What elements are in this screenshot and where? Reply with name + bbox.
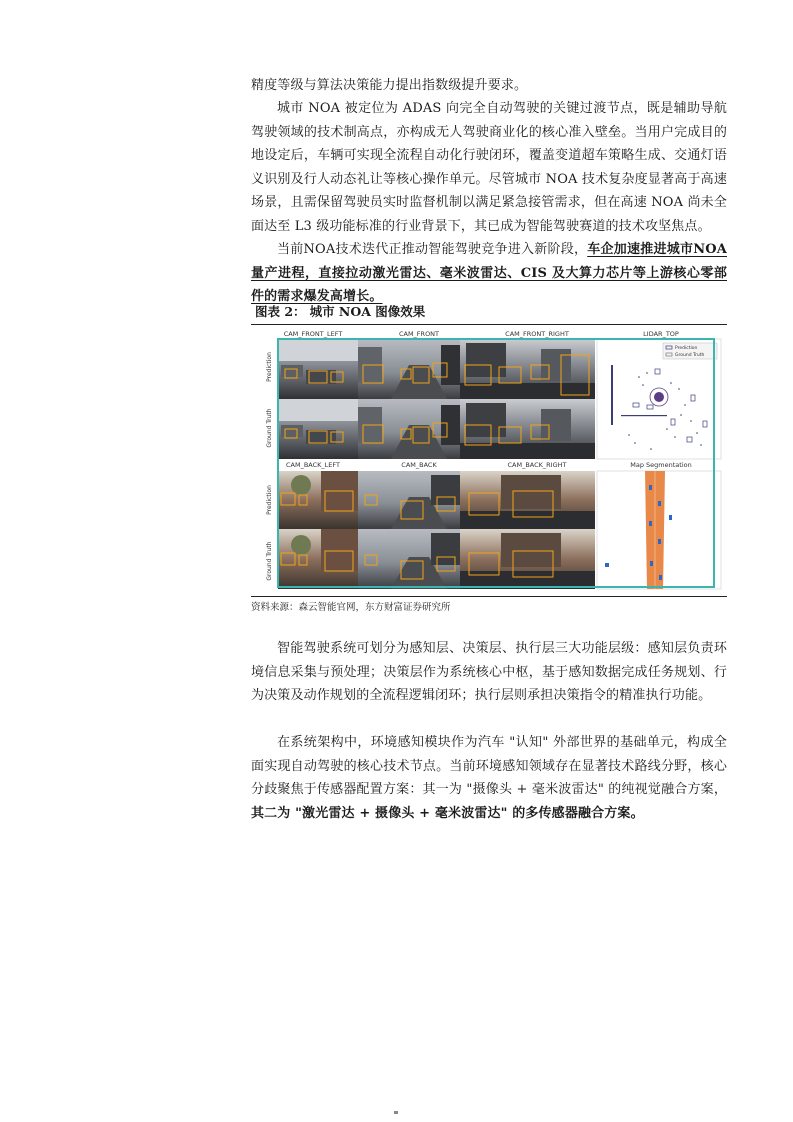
figure-source: 资料来源：森云智能官网，东方财富证券研究所 bbox=[251, 602, 451, 613]
paragraph-noa-iteration-emphasis: 车企加速推进城市NOA量产进程，直接拉动激光雷达、毫米波雷达、CIS 及大算力芯片等上游核心零部件的需求爆发高增长。 bbox=[251, 242, 727, 304]
cam-label-front: CAM_FRONT bbox=[398, 330, 440, 338]
map-segmentation-label: Map Segmentation bbox=[630, 461, 692, 469]
cam-label-back-right: CAM_BACK_RIGHT bbox=[507, 461, 567, 469]
row-label-groundtruth-bottom: Ground Truth bbox=[266, 541, 273, 581]
figure-title bbox=[251, 303, 727, 325]
figure-title-text: 城市 NOA 图像效果 bbox=[309, 304, 426, 319]
paragraph-system-layers: 智能驾驶系统可划分为感知层、决策层、执行层三大功能层级：感知层负责环境信息采集与预处理；决策层作为系统核心中枢，基于感知数据完成任务规划、行为决策及动作规划的全流程逻辑闭环；执行层则承担决策指令的精准执行功能。 bbox=[251, 641, 727, 703]
figure-bottom-rule bbox=[251, 596, 727, 597]
paragraph-continuation: 精度等级与算法决策能力提出指数级提升要求。 bbox=[251, 78, 528, 93]
figure-label: 图表 2： bbox=[255, 304, 306, 319]
page-mark bbox=[394, 1111, 398, 1114]
cam-back-left-groundtruth bbox=[278, 529, 358, 589]
paragraph-noa-iteration-plain: 当前NOA技术迭代正推动智能驾驶竞争进入新阶段， bbox=[277, 242, 588, 257]
cam-front-right-groundtruth bbox=[460, 399, 595, 459]
cam-label-front-left: CAM_FRONT_LEFT bbox=[283, 330, 343, 338]
paragraph-city-noa: 城市 NOA 被定位为 ADAS 向完全自动驾驶的关键过渡节点，既是辅助导航驾驶领域的技术制高点，亦构成无人驾驶商业化的核心准入壁垒。当用户完成目的地设定后，车辆可实现全流程自动化行驶闭环，覆盖变道超车策略生成、交通灯语义识别及行人动态礼让等核心操作单元。尽管城市 NOA 技术复杂度显著高于高速场景，且需保留驾驶员实时监督机制以满足紧急接管需求，但在高速 NOA 尚未全面达至 L3 级功能标准的行业背景下，其已成为智能驾驶赛道的技术攻坚焦点。 bbox=[251, 101, 727, 234]
cam-label-front-right: CAM_FRONT_RIGHT bbox=[505, 330, 569, 338]
paragraph-noa-iteration bbox=[251, 238, 727, 309]
noa-visualization bbox=[251, 325, 727, 595]
cam-label-back-left: CAM_BACK_LEFT bbox=[285, 461, 341, 469]
cam-back-groundtruth bbox=[358, 529, 460, 589]
row-label-groundtruth-top: Ground Truth bbox=[266, 408, 273, 448]
paragraph-perception-routes bbox=[251, 731, 727, 825]
cam-back-left-prediction bbox=[278, 471, 358, 529]
map-segmentation-panel bbox=[597, 471, 721, 589]
cam-label-back: CAM_BACK bbox=[401, 461, 437, 469]
paragraph-perception-routes-emphasis: 其二为 "激光雷达 + 摄像头 + 毫米波雷达" 的多传感器融合方案。 bbox=[251, 805, 644, 821]
figure-image bbox=[251, 325, 727, 595]
cam-back-prediction bbox=[358, 471, 460, 529]
row-label-prediction-top: Prediction bbox=[266, 352, 273, 382]
cam-back-right-groundtruth bbox=[460, 529, 595, 589]
row-label-prediction-bottom: Prediction bbox=[266, 485, 273, 515]
legend-groundtruth: Ground Truth bbox=[675, 353, 705, 358]
cam-front-right-prediction bbox=[460, 339, 595, 399]
lidar-top-panel bbox=[597, 339, 721, 459]
legend-prediction: Prediction bbox=[675, 346, 698, 351]
paragraph-perception-routes-plain: 在系统架构中，环境感知模块作为汽车 "认知" 外部世界的基础单元，构成全面实现自动驾驶的核心技术节点。当前环境感知领域存在显著技术路线分野，核心分歧聚焦于传感器配置方案：其一为 "摄像头 + 毫米波雷达" 的纯视觉融合方案， bbox=[251, 735, 727, 797]
cam-back-right-prediction bbox=[460, 471, 595, 529]
lidar-label: LIDAR_TOP bbox=[643, 330, 679, 338]
